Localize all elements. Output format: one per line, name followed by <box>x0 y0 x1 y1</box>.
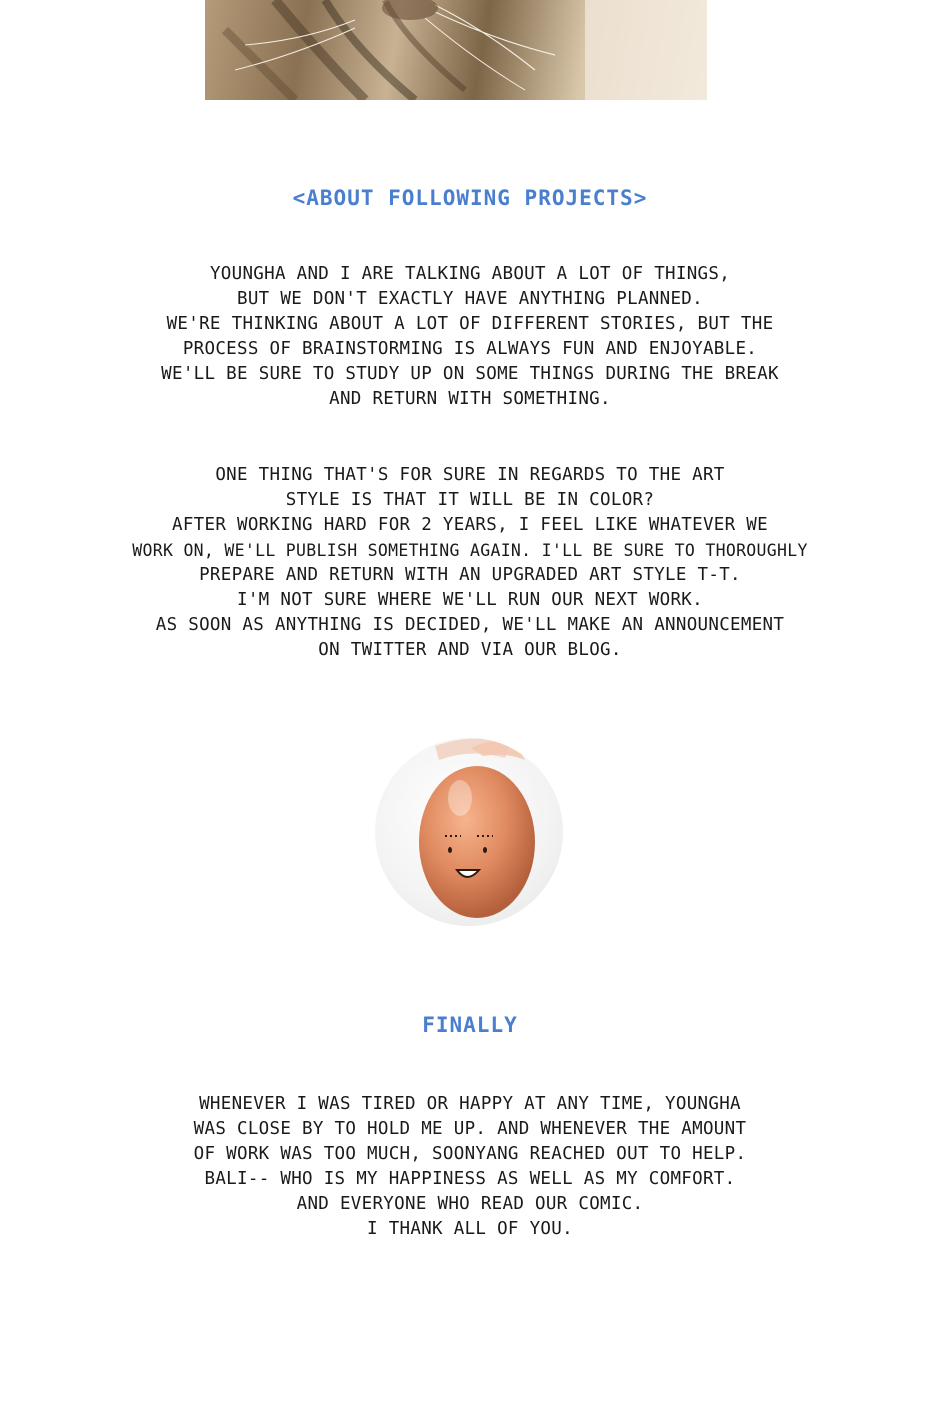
text-line: ON TWITTER AND VIA OUR BLOG. <box>318 640 622 660</box>
text-line: PROCESS OF BRAINSTORMING IS ALWAYS FUN AND ENJOYABLE. <box>182 339 758 359</box>
text-line: ONE THING THAT'S FOR SURE IN REGARDS TO THE ART <box>215 465 725 485</box>
text-line: AS SOON AS ANYTHING IS DECIDED, WE'LL MAKE AN ANNOUNCEMENT <box>155 615 785 635</box>
text-line: PREPARE AND RETURN WITH AN UPGRADED ART STYLE T-T. <box>199 565 741 585</box>
text-line: AFTER WORKING HARD FOR 2 YEARS, I FEEL LIKE WHATEVER WE <box>172 515 768 535</box>
about-projects-heading: <ABOUT FOLLOWING PROJECTS> <box>292 186 648 210</box>
text-line: I THANK ALL OF YOU. <box>367 1219 573 1239</box>
text-line: WAS CLOSE BY TO HOLD ME UP. AND WHENEVER THE AMOUNT <box>193 1119 747 1139</box>
cat-photo <box>205 0 707 100</box>
egg-illustration <box>375 738 563 926</box>
text-line: WHENEVER I WAS TIRED OR HAPPY AT ANY TIME, YOUNGHA <box>199 1094 741 1114</box>
text-line: WE'RE THINKING ABOUT A LOT OF DIFFERENT STORIES, BUT THE <box>166 314 774 334</box>
text-line: STYLE IS THAT IT WILL BE IN COLOR? <box>285 490 655 510</box>
text-line: AND EVERYONE WHO READ OUR COMIC. <box>296 1194 644 1214</box>
text-line: I'M NOT SURE WHERE WE'LL RUN OUR NEXT WORK. <box>237 590 703 610</box>
text-line: BUT WE DON'T EXACTLY HAVE ANYTHING PLANNED. <box>237 289 703 309</box>
egg-face-photo <box>375 738 563 926</box>
text-line: AND RETURN WITH SOMETHING. <box>329 389 611 409</box>
text-line: OF WORK WAS TOO MUCH, SOONYANG REACHED OUT TO HELP. <box>193 1144 747 1164</box>
text-line: YOUNGHA AND I ARE TALKING ABOUT A LOT OF THINGS, <box>209 264 731 284</box>
text-line: WORK ON, WE'LL PUBLISH SOMETHING AGAIN. I'LL BE SURE TO THOROUGHLY <box>132 541 808 560</box>
cat-fur-illustration <box>205 0 707 100</box>
about-projects-paragraph-1 <box>0 262 940 412</box>
finally-paragraph <box>0 1092 940 1242</box>
about-projects-paragraph-2 <box>0 463 940 663</box>
text-line: WE'LL BE SURE TO STUDY UP ON SOME THINGS DURING THE BREAK <box>161 364 779 384</box>
finally-heading: FINALLY <box>422 1013 518 1037</box>
text-line: BALI-- WHO IS MY HAPPINESS AS WELL AS MY COMFORT. <box>204 1169 736 1189</box>
